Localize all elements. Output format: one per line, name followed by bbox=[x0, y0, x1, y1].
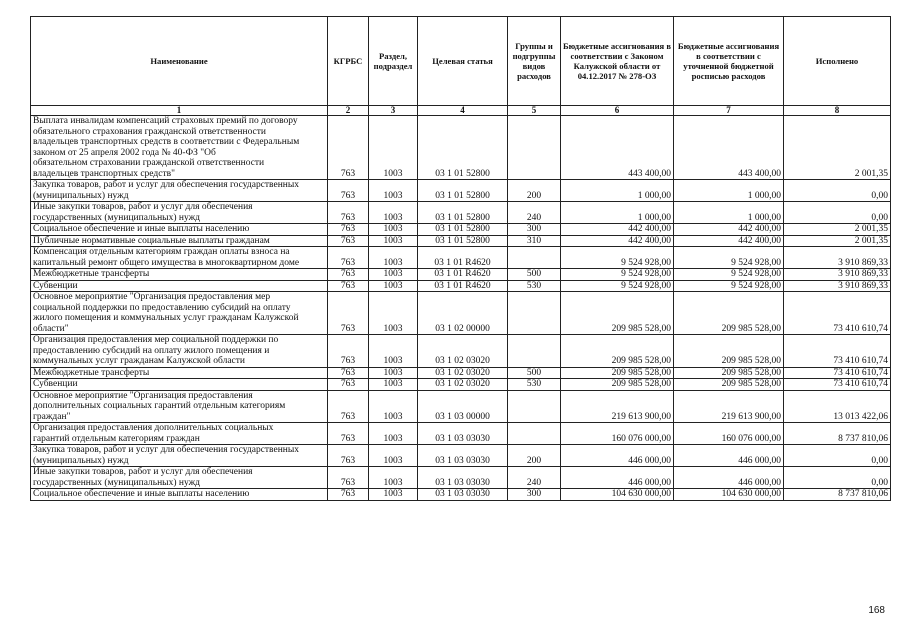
col-number: 7 bbox=[674, 106, 784, 116]
row-law-amount: 1 000,00 bbox=[561, 180, 674, 202]
table-row bbox=[31, 224, 891, 236]
row-list-amount: 209 985 528,00 bbox=[674, 335, 784, 368]
row-list-amount: 209 985 528,00 bbox=[674, 367, 784, 379]
row-name: Выплата инвалидам компенсаций страховых премий по договору обязательного страхования гражданской ответственности владельцев транспортных средств в соответствии с Федеральным законом от 25 апреля 2002 года № 40-ФЗ "Об обязательном страховании гражданской ответственности владельцев транспортных средств" bbox=[31, 116, 328, 180]
row-law-amount: 1 000,00 bbox=[561, 202, 674, 224]
row-section: 1003 bbox=[369, 224, 418, 236]
row-kgrbs: 763 bbox=[328, 235, 369, 247]
row-name: Закупка товаров, работ и услуг для обеспечения государственных (муниципальных) нужд bbox=[31, 180, 328, 202]
row-name: Межбюджетные трансферты bbox=[31, 367, 328, 379]
row-expense-group: 500 bbox=[508, 269, 561, 281]
row-name: Межбюджетные трансферты bbox=[31, 269, 328, 281]
row-list-amount: 209 985 528,00 bbox=[674, 292, 784, 335]
row-expense-group bbox=[508, 390, 561, 423]
column-number-row bbox=[31, 106, 891, 116]
row-list-amount: 1 000,00 bbox=[674, 180, 784, 202]
row-kgrbs: 763 bbox=[328, 367, 369, 379]
row-law-amount: 9 524 928,00 bbox=[561, 247, 674, 269]
row-law-amount: 209 985 528,00 bbox=[561, 292, 674, 335]
row-law-amount: 219 613 900,00 bbox=[561, 390, 674, 423]
row-kgrbs: 763 bbox=[328, 445, 369, 467]
row-kgrbs: 763 bbox=[328, 116, 369, 180]
row-expense-group: 240 bbox=[508, 467, 561, 489]
budget-table bbox=[30, 16, 891, 501]
row-kgrbs: 763 bbox=[328, 379, 369, 391]
header-kgrbs: КГРБС bbox=[328, 17, 369, 106]
row-executed-amount: 3 910 869,33 bbox=[784, 280, 891, 292]
row-executed-amount: 8 737 810,06 bbox=[784, 489, 891, 501]
col-number: 8 bbox=[784, 106, 891, 116]
row-target-article: 03 1 01 52800 bbox=[418, 180, 508, 202]
row-kgrbs: 763 bbox=[328, 280, 369, 292]
row-law-amount: 443 400,00 bbox=[561, 116, 674, 180]
header-target: Целевая статья bbox=[418, 17, 508, 106]
row-target-article: 03 1 01 52800 bbox=[418, 116, 508, 180]
row-executed-amount: 2 001,35 bbox=[784, 224, 891, 236]
row-target-article: 03 1 03 03030 bbox=[418, 423, 508, 445]
row-name: Закупка товаров, работ и услуг для обеспечения государственных (муниципальных) нужд bbox=[31, 445, 328, 467]
row-executed-amount: 2 001,35 bbox=[784, 235, 891, 247]
row-section: 1003 bbox=[369, 445, 418, 467]
row-kgrbs: 763 bbox=[328, 335, 369, 368]
row-law-amount: 442 400,00 bbox=[561, 224, 674, 236]
header-name: Наименование bbox=[31, 17, 328, 106]
row-target-article: 03 1 03 03030 bbox=[418, 467, 508, 489]
row-executed-amount: 3 910 869,33 bbox=[784, 247, 891, 269]
row-target-article: 03 1 02 00000 bbox=[418, 292, 508, 335]
row-expense-group bbox=[508, 292, 561, 335]
row-target-article: 03 1 01 R4620 bbox=[418, 269, 508, 281]
row-section: 1003 bbox=[369, 280, 418, 292]
row-law-amount: 9 524 928,00 bbox=[561, 280, 674, 292]
row-executed-amount: 0,00 bbox=[784, 467, 891, 489]
table-row bbox=[31, 390, 891, 423]
table-row bbox=[31, 180, 891, 202]
header-list-allocations: Бюджетные ассигнования в соответствии с уточненной бюджетной росписью расходов bbox=[674, 17, 784, 106]
row-name: Организация предоставления дополнительных социальных гарантий отдельным категориям граждан bbox=[31, 423, 328, 445]
header-section: Раздел, подраздел bbox=[369, 17, 418, 106]
row-section: 1003 bbox=[369, 467, 418, 489]
row-executed-amount: 73 410 610,74 bbox=[784, 292, 891, 335]
row-kgrbs: 763 bbox=[328, 390, 369, 423]
row-expense-group bbox=[508, 116, 561, 180]
row-executed-amount: 13 013 422,06 bbox=[784, 390, 891, 423]
header-groups: Группы и подгруппы видов расходов bbox=[508, 17, 561, 106]
row-law-amount: 9 524 928,00 bbox=[561, 269, 674, 281]
row-section: 1003 bbox=[369, 379, 418, 391]
row-list-amount: 442 400,00 bbox=[674, 224, 784, 236]
row-name: Компенсация отдельным категориям граждан оплаты взноса на капитальный ремонт общего имущества в многоквартирном доме bbox=[31, 247, 328, 269]
table-row bbox=[31, 489, 891, 501]
row-list-amount: 442 400,00 bbox=[674, 235, 784, 247]
budget-table-page bbox=[30, 16, 890, 501]
table-row bbox=[31, 202, 891, 224]
row-target-article: 03 1 02 03020 bbox=[418, 367, 508, 379]
row-executed-amount: 0,00 bbox=[784, 445, 891, 467]
row-target-article: 03 1 01 R4620 bbox=[418, 247, 508, 269]
row-list-amount: 9 524 928,00 bbox=[674, 280, 784, 292]
row-kgrbs: 763 bbox=[328, 224, 369, 236]
col-number: 6 bbox=[561, 106, 674, 116]
table-row bbox=[31, 467, 891, 489]
row-section: 1003 bbox=[369, 292, 418, 335]
row-law-amount: 104 630 000,00 bbox=[561, 489, 674, 501]
row-executed-amount: 8 737 810,06 bbox=[784, 423, 891, 445]
row-expense-group bbox=[508, 423, 561, 445]
row-expense-group: 200 bbox=[508, 445, 561, 467]
row-name: Иные закупки товаров, работ и услуг для обеспечения государственных (муниципальных) нужд bbox=[31, 467, 328, 489]
row-section: 1003 bbox=[369, 335, 418, 368]
row-kgrbs: 763 bbox=[328, 467, 369, 489]
row-expense-group: 200 bbox=[508, 180, 561, 202]
row-expense-group: 300 bbox=[508, 489, 561, 501]
row-expense-group: 530 bbox=[508, 379, 561, 391]
row-target-article: 03 1 03 03030 bbox=[418, 445, 508, 467]
row-target-article: 03 1 02 03020 bbox=[418, 335, 508, 368]
row-law-amount: 209 985 528,00 bbox=[561, 379, 674, 391]
row-name: Организация предоставления мер социальной поддержки по предоставлению субсидий на оплату жилого помещения и коммунальных услуг гражданам Калужской области bbox=[31, 335, 328, 368]
row-list-amount: 9 524 928,00 bbox=[674, 269, 784, 281]
row-list-amount: 1 000,00 bbox=[674, 202, 784, 224]
table-row bbox=[31, 423, 891, 445]
col-number: 1 bbox=[31, 106, 328, 116]
col-number: 5 bbox=[508, 106, 561, 116]
row-expense-group bbox=[508, 247, 561, 269]
row-executed-amount: 73 410 610,74 bbox=[784, 335, 891, 368]
row-name: Иные закупки товаров, работ и услуг для обеспечения государственных (муниципальных) нужд bbox=[31, 202, 328, 224]
table-row bbox=[31, 292, 891, 335]
row-section: 1003 bbox=[369, 202, 418, 224]
row-section: 1003 bbox=[369, 247, 418, 269]
row-target-article: 03 1 02 03020 bbox=[418, 379, 508, 391]
row-executed-amount: 0,00 bbox=[784, 202, 891, 224]
row-kgrbs: 763 bbox=[328, 489, 369, 501]
table-body bbox=[31, 116, 891, 501]
row-section: 1003 bbox=[369, 367, 418, 379]
row-expense-group: 530 bbox=[508, 280, 561, 292]
row-executed-amount: 73 410 610,74 bbox=[784, 379, 891, 391]
row-expense-group: 500 bbox=[508, 367, 561, 379]
row-list-amount: 104 630 000,00 bbox=[674, 489, 784, 501]
col-number: 3 bbox=[369, 106, 418, 116]
row-target-article: 03 1 03 00000 bbox=[418, 390, 508, 423]
col-number: 4 bbox=[418, 106, 508, 116]
row-executed-amount: 2 001,35 bbox=[784, 116, 891, 180]
page-number: 168 bbox=[868, 605, 885, 616]
row-list-amount: 446 000,00 bbox=[674, 467, 784, 489]
row-expense-group: 300 bbox=[508, 224, 561, 236]
row-kgrbs: 763 bbox=[328, 423, 369, 445]
row-expense-group bbox=[508, 335, 561, 368]
row-target-article: 03 1 01 R4620 bbox=[418, 280, 508, 292]
header-executed: Исполнено bbox=[784, 17, 891, 106]
row-section: 1003 bbox=[369, 180, 418, 202]
header-row bbox=[31, 17, 891, 106]
col-number: 2 bbox=[328, 106, 369, 116]
row-target-article: 03 1 01 52800 bbox=[418, 235, 508, 247]
table-row bbox=[31, 367, 891, 379]
table-row bbox=[31, 335, 891, 368]
row-kgrbs: 763 bbox=[328, 292, 369, 335]
row-kgrbs: 763 bbox=[328, 202, 369, 224]
header-law-allocations: Бюджетные ассигнования в соответствии с Законом Калужской области от 04.12.2017 № 278-ОЗ bbox=[561, 17, 674, 106]
row-list-amount: 9 524 928,00 bbox=[674, 247, 784, 269]
table-row bbox=[31, 445, 891, 467]
table-row bbox=[31, 235, 891, 247]
table-row bbox=[31, 280, 891, 292]
row-law-amount: 209 985 528,00 bbox=[561, 335, 674, 368]
row-section: 1003 bbox=[369, 489, 418, 501]
row-list-amount: 443 400,00 bbox=[674, 116, 784, 180]
table-row bbox=[31, 379, 891, 391]
row-target-article: 03 1 03 03030 bbox=[418, 489, 508, 501]
table-row bbox=[31, 247, 891, 269]
row-section: 1003 bbox=[369, 423, 418, 445]
row-section: 1003 bbox=[369, 235, 418, 247]
row-kgrbs: 763 bbox=[328, 247, 369, 269]
row-list-amount: 219 613 900,00 bbox=[674, 390, 784, 423]
table-row bbox=[31, 269, 891, 281]
row-name: Публичные нормативные социальные выплаты гражданам bbox=[31, 235, 328, 247]
row-section: 1003 bbox=[369, 269, 418, 281]
row-executed-amount: 0,00 bbox=[784, 180, 891, 202]
row-name: Субвенции bbox=[31, 280, 328, 292]
row-executed-amount: 3 910 869,33 bbox=[784, 269, 891, 281]
row-list-amount: 209 985 528,00 bbox=[674, 379, 784, 391]
row-section: 1003 bbox=[369, 390, 418, 423]
row-name: Основное мероприятие "Организация предоставления мер социальной поддержки по предоставлению субсидий на оплату жилого помещения и коммунальных услуг гражданам Калужской области" bbox=[31, 292, 328, 335]
row-executed-amount: 73 410 610,74 bbox=[784, 367, 891, 379]
row-name: Социальное обеспечение и иные выплаты населению bbox=[31, 224, 328, 236]
row-list-amount: 160 076 000,00 bbox=[674, 423, 784, 445]
row-name: Основное мероприятие "Организация предоставления дополнительных социальных гарантий отдельным категориям граждан" bbox=[31, 390, 328, 423]
row-name: Субвенции bbox=[31, 379, 328, 391]
row-name: Социальное обеспечение и иные выплаты населению bbox=[31, 489, 328, 501]
row-law-amount: 442 400,00 bbox=[561, 235, 674, 247]
row-expense-group: 240 bbox=[508, 202, 561, 224]
table-row bbox=[31, 116, 891, 180]
row-law-amount: 160 076 000,00 bbox=[561, 423, 674, 445]
row-kgrbs: 763 bbox=[328, 180, 369, 202]
row-law-amount: 446 000,00 bbox=[561, 445, 674, 467]
row-target-article: 03 1 01 52800 bbox=[418, 202, 508, 224]
row-law-amount: 209 985 528,00 bbox=[561, 367, 674, 379]
row-kgrbs: 763 bbox=[328, 269, 369, 281]
row-section: 1003 bbox=[369, 116, 418, 180]
row-expense-group: 310 bbox=[508, 235, 561, 247]
row-law-amount: 446 000,00 bbox=[561, 467, 674, 489]
row-target-article: 03 1 01 52800 bbox=[418, 224, 508, 236]
row-list-amount: 446 000,00 bbox=[674, 445, 784, 467]
